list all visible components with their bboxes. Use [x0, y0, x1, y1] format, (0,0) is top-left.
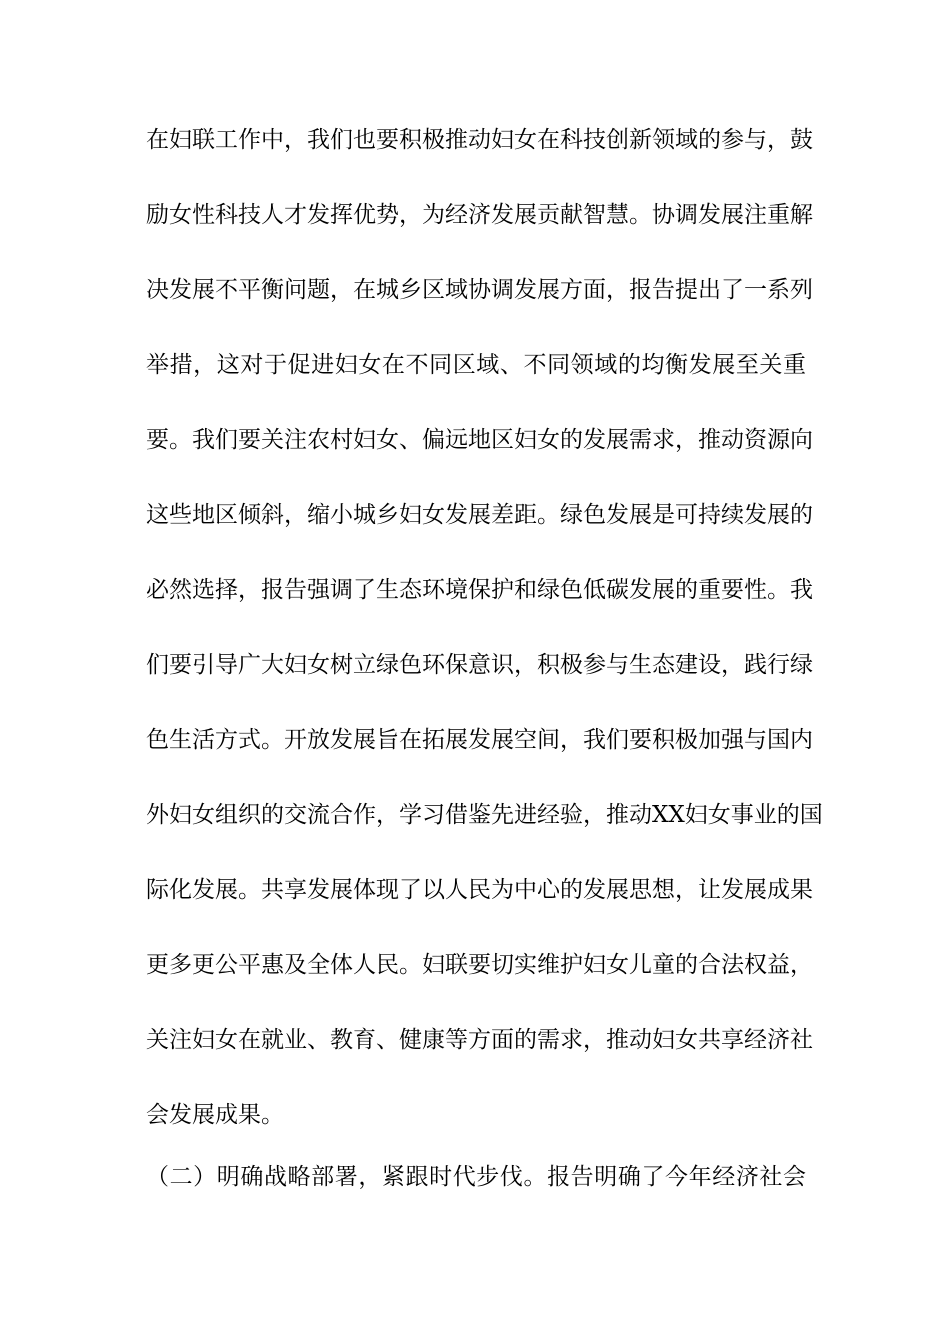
- body-text-line: 会发展成果。: [146, 1102, 284, 1128]
- body-text-line: 要。我们要关注农村妇女、偏远地区妇女的发展需求，推动资源向: [146, 427, 813, 453]
- section-heading-line: （二）明确战略部署，紧跟时代步伐。报告明确了今年经济社会: [146, 1164, 806, 1190]
- body-text-line: 更多更公平惠及全体人民。妇联要切实维护妇女儿童的合法权益，: [146, 952, 813, 978]
- body-text-line: 必然选择，报告强调了生态环境保护和绿色低碳发展的重要性。我: [146, 577, 813, 603]
- body-text-line: 励女性科技人才发挥优势，为经济发展贡献智慧。协调发展注重解: [146, 202, 813, 228]
- body-text-line: 们要引导广大妇女树立绿色环保意识，积极参与生态建设，践行绿: [146, 652, 813, 678]
- body-text-line: 举措，这对于促进妇女在不同区域、不同领域的均衡发展至关重: [146, 352, 806, 378]
- body-text-line: 在妇联工作中，我们也要积极推动妇女在科技创新领域的参与，鼓: [146, 127, 813, 153]
- body-text-line: 关注妇女在就业、教育、健康等方面的需求，推动妇女共享经济社: [146, 1027, 813, 1053]
- body-text-line: 色生活方式。开放发展旨在拓展发展空间，我们要积极加强与国内: [146, 727, 813, 753]
- body-text-line: 这些地区倾斜，缩小城乡妇女发展差距。绿色发展是可持续发展的: [146, 502, 813, 528]
- body-text-line: 际化发展。共享发展体现了以人民为中心的发展思想，让发展成果: [146, 877, 813, 903]
- body-text-line: 外妇女组织的交流合作，学习借鉴先进经验，推动XX妇女事业的国: [146, 802, 823, 828]
- body-text-line: 决发展不平衡问题，在城乡区域协调发展方面，报告提出了一系列: [146, 277, 813, 303]
